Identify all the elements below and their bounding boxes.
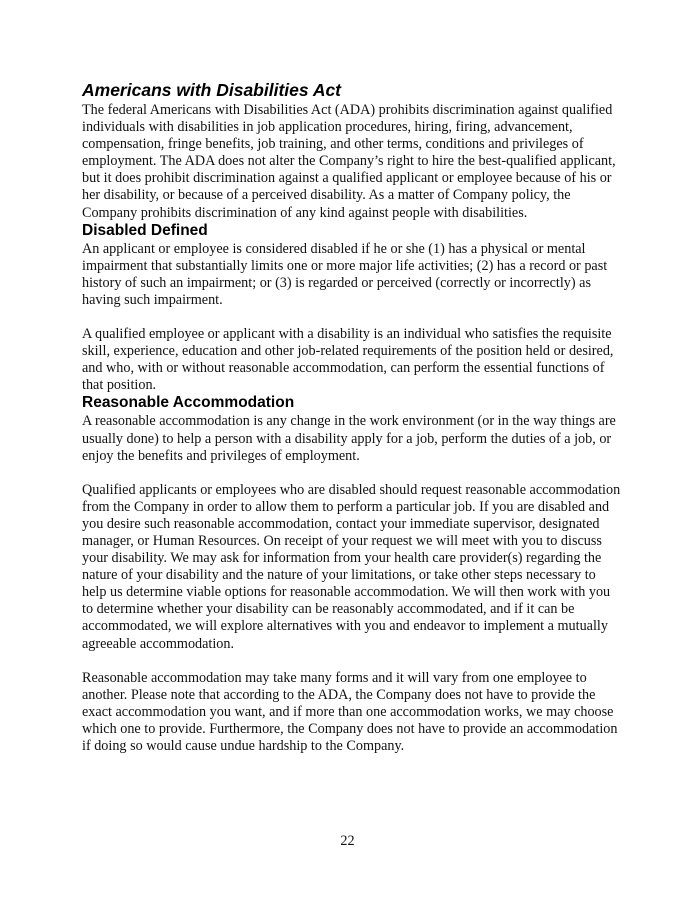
paragraph-accommodation-forms: Reasonable accommodation may take many forms and it will vary from one employee to another. Please note that according to the ADA, the Company does not have to provide the exact accommodation you want, and if more than one accommodation works, we may choose which one to provide. Furthermore, the Company does not have to provide an accommodation if doing so would cause undue hardship to the Company.: [82, 669, 618, 754]
page-number: 22: [340, 833, 355, 849]
paragraph-disabled-definition: An applicant or employee is considered disabled if he or she (1) has a physical or mental impairment that substantially limits one or more major life activities; (2) has a record or past history of such an impairment; or (3) is regarded or perceived (correctly or incorrectly) as having such impairment.: [82, 240, 608, 308]
paragraph-qualified-individual: A qualified employee or applicant with a disability is an individual who satisfies the requisite skill, experience, education and other job-related requirements of the position held or desired, and who, with or without reasonable accommodation, can perform the essential functions of that position.: [82, 326, 614, 394]
section-heading-disabled-defined: Disabled Defined: [82, 221, 208, 239]
paragraph-accommodation-definition: A reasonable accommodation is any change in the work environment (or in the way things are usually done) to help a person with a disability apply for a job, perform the duties of a job, or enjoy the benefits and privileges of employment.: [82, 413, 616, 464]
section-heading-reasonable-accommodation: Reasonable Accommodation: [82, 394, 295, 412]
document-page: [82, 80, 622, 755]
intro-paragraph: The federal Americans with Disabilities Act (ADA) prohibits discrimination against qualified individuals with disabilities in job application procedures, hiring, firing, advancement, compensation, fringe benefits, job training, and other terms, conditions and privileges of employment. The ADA does not alter the Company’s right to hire the best-qualified applicant, but it does prohibit discrimination against a qualified applicant or employee because of his or her disability, or because of a perceived disability. As a matter of Company policy, the Company prohibits discrimination of any kind against people with disabilities.: [82, 102, 616, 221]
paragraph-accommodation-request: Qualified applicants or employees who are disabled should request reasonable accommodation from the Company in order to allow them to perform a particular job. If you are disabled and you desire such reasonable accommodation, contact your immediate supervisor, designated manager, or Human Resources. On receipt of your request we will meet with you to discuss your disability. We may ask for information from your health care provider(s) regarding the nature of your disability and the nature of your limitations, or take other steps necessary to help us determine viable options for reasonable accommodation. We will then work with you to determine whether your disability can be reasonably accommodated, and if it can be accommodated, we will explore alternatives with you and endeavor to implement a mutually agreeable accommodation.: [82, 481, 621, 652]
page-title: Americans with Disabilities Act: [82, 80, 342, 100]
